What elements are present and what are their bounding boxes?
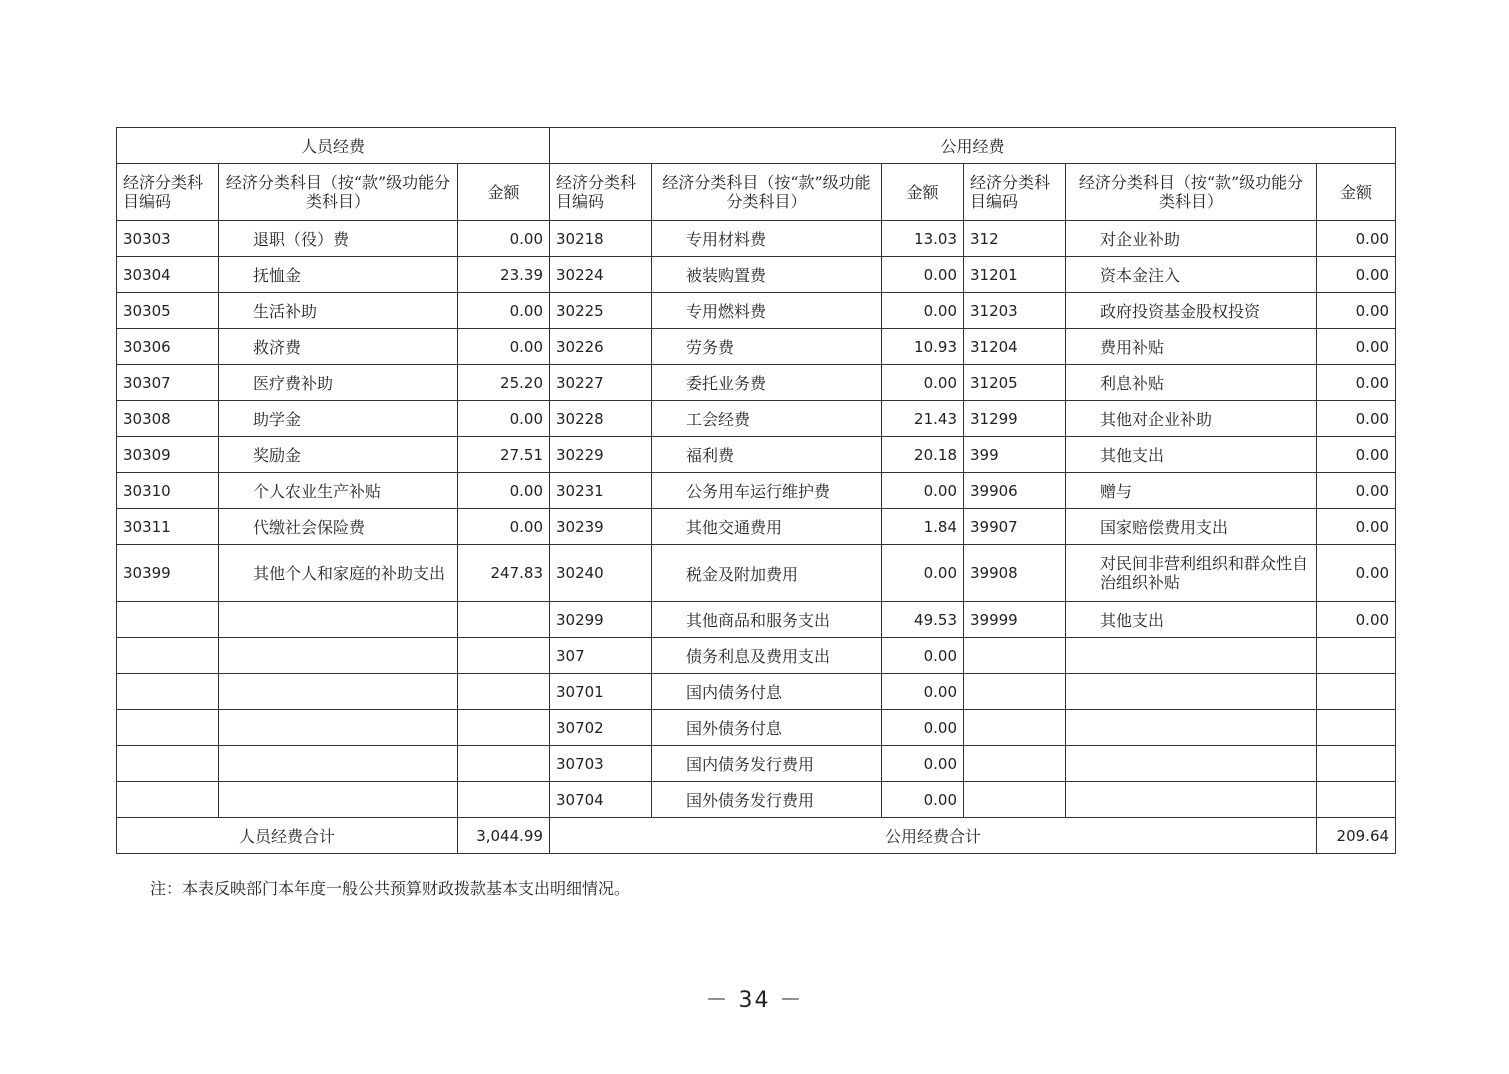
personnel-amount-cell: 0.00 [458,329,550,365]
table-row [117,746,1396,782]
personnel-amount-cell: 0.00 [458,401,550,437]
public-amount-cell: 0.00 [882,782,964,818]
personnel-amount-cell: 23.39 [458,257,550,293]
public-name-cell: 债务利息及费用支出 [652,638,882,674]
personnel-amount-cell: 0.00 [458,293,550,329]
personnel-name-cell [219,746,458,782]
public-amount-cell: 0.00 [882,638,964,674]
capital-amount-cell [1317,638,1396,674]
public-name-cell: 委托业务费 [652,365,882,401]
capital-name-cell: 其他支出 [1066,437,1317,473]
table-note: 注：本表反映部门本年度一般公共预算财政拨款基本支出明细情况。 [150,879,631,898]
public-name-cell: 其他商品和服务支出 [652,602,882,638]
personnel-name-cell: 医疗费补助 [219,365,458,401]
table-row [117,509,1396,545]
col-amount-header: 金额 [458,164,550,221]
table-row [117,602,1396,638]
personnel-amount-cell [458,638,550,674]
capital-code-cell: 399 [964,437,1066,473]
capital-name-cell: 费用补贴 [1066,329,1317,365]
public-name-cell: 劳务费 [652,329,882,365]
personnel-code-cell [117,782,219,818]
public-code-cell: 30239 [550,509,652,545]
public-total-value: 209.64 [1317,818,1396,854]
col-amount-header: 金额 [1317,164,1396,221]
public-code-cell: 30228 [550,401,652,437]
personnel-amount-cell: 0.00 [458,509,550,545]
public-header: 公用经费 [550,128,1396,164]
public-name-cell: 专用材料费 [652,221,882,257]
public-name-cell: 其他交通费用 [652,509,882,545]
capital-name-cell [1066,674,1317,710]
capital-code-cell [964,638,1066,674]
public-name-cell: 专用燃料费 [652,293,882,329]
public-code-cell: 30701 [550,674,652,710]
capital-code-cell: 312 [964,221,1066,257]
personnel-name-cell: 抚恤金 [219,257,458,293]
personnel-name-cell [219,602,458,638]
capital-name-cell: 国家赔偿费用支出 [1066,509,1317,545]
personnel-amount-cell: 247.83 [458,545,550,602]
capital-amount-cell: 0.00 [1317,257,1396,293]
public-name-cell: 税金及附加费用 [652,545,882,602]
personnel-name-cell: 生活补助 [219,293,458,329]
table-row [117,329,1396,365]
public-amount-cell: 0.00 [882,293,964,329]
public-amount-cell: 13.03 [882,221,964,257]
capital-code-cell: 31203 [964,293,1066,329]
personnel-code-cell [117,638,219,674]
public-code-cell: 30704 [550,782,652,818]
capital-name-cell [1066,710,1317,746]
capital-code-cell: 31299 [964,401,1066,437]
col-subject-header: 经济分类科目（按“款”级功能分类科目） [219,164,458,221]
capital-code-cell: 39999 [964,602,1066,638]
capital-amount-cell: 0.00 [1317,545,1396,602]
capital-code-cell: 39906 [964,473,1066,509]
col-subject-header: 经济分类科目（按“款”级功能分类科目） [1066,164,1317,221]
col-code-header: 经济分类科目编码 [550,164,652,221]
personnel-code-cell [117,746,219,782]
group-header-row [117,128,1396,164]
public-code-cell: 30299 [550,602,652,638]
personnel-name-cell [219,638,458,674]
personnel-name-cell: 助学金 [219,401,458,437]
personnel-amount-cell: 27.51 [458,437,550,473]
capital-name-cell: 赠与 [1066,473,1317,509]
capital-name-cell: 其他支出 [1066,602,1317,638]
capital-amount-cell: 0.00 [1317,437,1396,473]
personnel-code-cell: 30303 [117,221,219,257]
personnel-name-cell: 其他个人和家庭的补助支出 [219,545,458,602]
capital-amount-cell: 0.00 [1317,221,1396,257]
personnel-name-cell: 救济费 [219,329,458,365]
capital-code-cell [964,782,1066,818]
public-code-cell: 30224 [550,257,652,293]
capital-name-cell [1066,746,1317,782]
capital-name-cell [1066,638,1317,674]
capital-name-cell: 其他对企业补助 [1066,401,1317,437]
totals-row [117,818,1396,854]
personnel-total-label: 人员经费合计 [117,818,458,854]
public-amount-cell: 0.00 [882,746,964,782]
public-name-cell: 国内债务发行费用 [652,746,882,782]
personnel-amount-cell [458,746,550,782]
public-code-cell: 30227 [550,365,652,401]
public-amount-cell: 1.84 [882,509,964,545]
column-header-row [117,164,1396,221]
table-row [117,473,1396,509]
public-amount-cell: 21.43 [882,401,964,437]
public-amount-cell: 0.00 [882,710,964,746]
personnel-amount-cell [458,710,550,746]
public-code-cell: 30702 [550,710,652,746]
public-name-cell: 国外债务发行费用 [652,782,882,818]
public-name-cell: 被装购置费 [652,257,882,293]
public-code-cell: 30229 [550,437,652,473]
capital-amount-cell: 0.00 [1317,329,1396,365]
page-number: － 34 － [705,988,804,1013]
capital-code-cell: 31205 [964,365,1066,401]
capital-amount-cell [1317,746,1396,782]
personnel-amount-cell: 0.00 [458,473,550,509]
capital-amount-cell [1317,674,1396,710]
table-row [117,401,1396,437]
public-name-cell: 工会经费 [652,401,882,437]
public-amount-cell: 49.53 [882,602,964,638]
personnel-code-cell: 30304 [117,257,219,293]
capital-name-cell: 对企业补助 [1066,221,1317,257]
public-name-cell: 国内债务付息 [652,674,882,710]
capital-amount-cell: 0.00 [1317,509,1396,545]
personnel-amount-cell [458,782,550,818]
capital-amount-cell: 0.00 [1317,401,1396,437]
capital-amount-cell: 0.00 [1317,293,1396,329]
budget-expense-table [116,127,1396,854]
capital-name-cell: 资本金注入 [1066,257,1317,293]
public-amount-cell: 0.00 [882,674,964,710]
col-amount-header: 金额 [882,164,964,221]
table-row [117,782,1396,818]
personnel-name-cell: 奖励金 [219,437,458,473]
public-amount-cell: 20.18 [882,437,964,473]
table-row [117,545,1396,602]
personnel-code-cell: 30399 [117,545,219,602]
personnel-code-cell: 30310 [117,473,219,509]
personnel-code-cell: 30311 [117,509,219,545]
public-name-cell: 公务用车运行维护费 [652,473,882,509]
capital-amount-cell: 0.00 [1317,602,1396,638]
personnel-amount-cell: 25.20 [458,365,550,401]
public-amount-cell: 0.00 [882,365,964,401]
personnel-code-cell: 30305 [117,293,219,329]
personnel-name-cell [219,710,458,746]
capital-code-cell: 39908 [964,545,1066,602]
public-amount-cell: 0.00 [882,473,964,509]
personnel-code-cell [117,674,219,710]
table-row [117,710,1396,746]
table-row [117,437,1396,473]
personnel-code-cell [117,602,219,638]
capital-code-cell: 31204 [964,329,1066,365]
col-code-header: 经济分类科目编码 [964,164,1066,221]
capital-name-cell: 利息补贴 [1066,365,1317,401]
table-row [117,638,1396,674]
public-total-label: 公用经费合计 [550,818,1317,854]
public-code-cell: 30225 [550,293,652,329]
capital-code-cell [964,674,1066,710]
table-row [117,365,1396,401]
public-amount-cell: 0.00 [882,545,964,602]
capital-code-cell [964,746,1066,782]
personnel-amount-cell [458,602,550,638]
personnel-name-cell [219,782,458,818]
capital-amount-cell: 0.00 [1317,365,1396,401]
capital-amount-cell [1317,710,1396,746]
personnel-code-cell [117,710,219,746]
capital-code-cell [964,710,1066,746]
personnel-amount-cell: 0.00 [458,221,550,257]
table-row [117,674,1396,710]
capital-code-cell: 39907 [964,509,1066,545]
col-code-header: 经济分类科目编码 [117,164,219,221]
table-row [117,257,1396,293]
personnel-name-cell: 个人农业生产补贴 [219,473,458,509]
personnel-code-cell: 30306 [117,329,219,365]
col-subject-header: 经济分类科目（按“款”级功能分类科目） [652,164,882,221]
personnel-name-cell: 退职（役）费 [219,221,458,257]
capital-amount-cell: 0.00 [1317,473,1396,509]
personnel-name-cell: 代缴社会保险费 [219,509,458,545]
personnel-code-cell: 30307 [117,365,219,401]
capital-name-cell [1066,782,1317,818]
personnel-header: 人员经费 [117,128,550,164]
public-code-cell: 30231 [550,473,652,509]
capital-amount-cell [1317,782,1396,818]
personnel-amount-cell [458,674,550,710]
personnel-total-value: 3,044.99 [458,818,550,854]
public-code-cell: 30226 [550,329,652,365]
table-row [117,221,1396,257]
public-code-cell: 307 [550,638,652,674]
table-row [117,293,1396,329]
personnel-code-cell: 30309 [117,437,219,473]
public-code-cell: 30240 [550,545,652,602]
public-amount-cell: 10.93 [882,329,964,365]
public-amount-cell: 0.00 [882,257,964,293]
personnel-code-cell: 30308 [117,401,219,437]
public-name-cell: 福利费 [652,437,882,473]
public-code-cell: 30703 [550,746,652,782]
capital-name-cell: 政府投资基金股权投资 [1066,293,1317,329]
public-name-cell: 国外债务付息 [652,710,882,746]
capital-name-cell: 对民间非营利组织和群众性自治组织补贴 [1066,545,1317,602]
capital-code-cell: 31201 [964,257,1066,293]
public-code-cell: 30218 [550,221,652,257]
personnel-name-cell [219,674,458,710]
